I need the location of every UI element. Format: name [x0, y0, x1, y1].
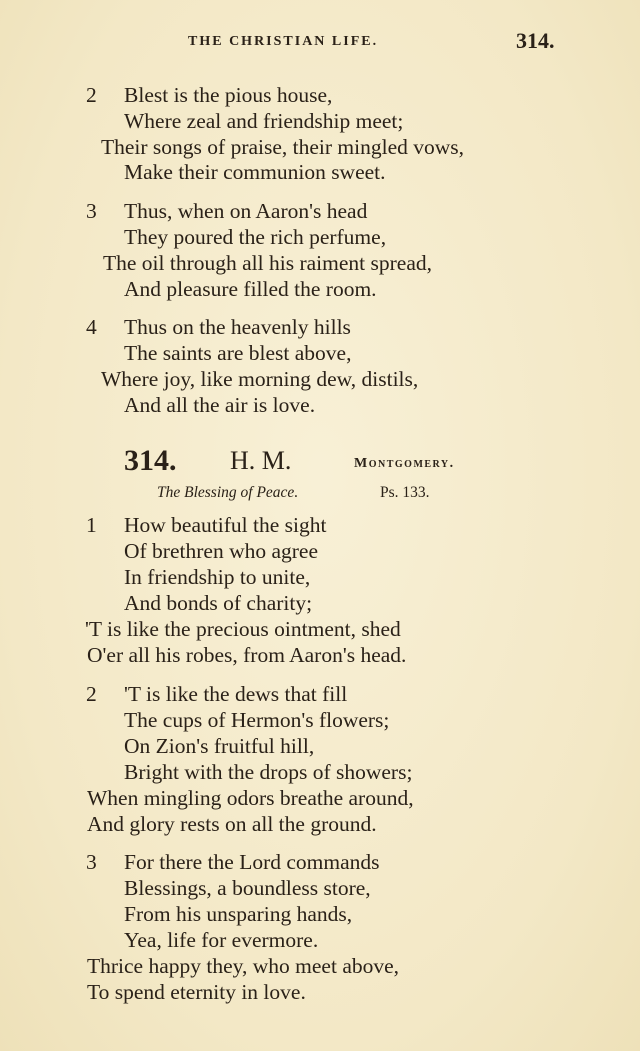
verse-line: From his unsparing hands, — [124, 902, 353, 926]
verse-line: Of brethren who agree — [124, 539, 319, 563]
verse-line: Thus on the heavenly hills — [124, 315, 351, 339]
stanza-number: 1 — [86, 513, 97, 537]
page-number: 314. — [516, 28, 555, 53]
verse-line: They poured the rich perfume, — [124, 225, 387, 249]
verse-line: Bright with the drops of showers; — [124, 760, 413, 784]
running-head: THE CHRISTIAN LIFE. — [188, 34, 379, 49]
stanza-number: 2 — [86, 682, 97, 706]
verse-line: Blessings, a boundless store, — [124, 876, 371, 900]
verse-line: How beautiful the sight — [124, 513, 327, 537]
hymn-number: 314. — [124, 444, 177, 477]
stanza-number: 4 — [86, 315, 97, 339]
stanza-number: 3 — [86, 199, 97, 223]
verse-line: To spend eternity in love. — [87, 980, 306, 1004]
verse-line: 'T is like the precious ointment, shed — [85, 617, 401, 641]
verse-line: Where zeal and friendship meet; — [124, 109, 404, 133]
stanza-number: 2 — [86, 83, 97, 107]
verse-line: And glory rests on all the ground. — [87, 812, 377, 836]
verse-line: And pleasure filled the room. — [124, 277, 377, 301]
hymn-meter: H. M. — [230, 446, 292, 475]
hymn-scripture: Ps. 133. — [380, 484, 430, 501]
verse-line: And all the air is love. — [124, 393, 316, 417]
verse-line: Make their communion sweet. — [124, 160, 386, 184]
verse-line: The oil through all his raiment spread, — [103, 251, 432, 275]
verse-line: Thus, when on Aaron's head — [124, 199, 368, 223]
verse-line: Where joy, like morning dew, distils, — [101, 367, 419, 391]
hymn-author: Montgomery. — [354, 456, 455, 471]
hymn-subject: The Blessing of Peace. — [157, 484, 299, 501]
verse-line: Thrice happy they, who meet above, — [87, 954, 400, 978]
verse-line: O'er all his robes, from Aaron's head. — [87, 643, 407, 667]
verse-line: Their songs of praise, their mingled vows, — [101, 135, 465, 159]
verse-line: For there the Lord commands — [124, 850, 380, 874]
verse-line: On Zion's fruitful hill, — [124, 734, 315, 758]
verse-line: Yea, life for evermore. — [124, 928, 319, 952]
verse-line: Blest is the pious house, — [124, 83, 333, 107]
verse-line: 'T is like the dews that fill — [124, 682, 348, 706]
verse-line: The cups of Hermon's flowers; — [124, 708, 390, 732]
stanza-number: 3 — [86, 850, 97, 874]
verse-line: And bonds of charity; — [124, 591, 313, 615]
verse-line: When mingling odors breathe around, — [87, 786, 414, 810]
verse-line: In friendship to unite, — [124, 565, 311, 589]
verse-line: The saints are blest above, — [124, 341, 352, 365]
